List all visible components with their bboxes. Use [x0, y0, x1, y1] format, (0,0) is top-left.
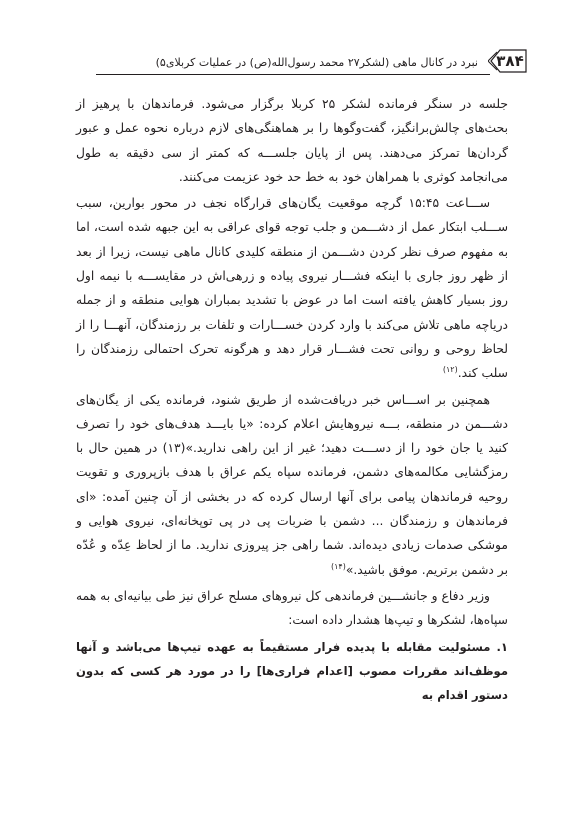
footnote-marker: (۱۲): [442, 365, 458, 375]
paragraph-text: ۱. مسئولیت مقابله با پدیده فرار مستقیماً به عهده تیپ‌ها می‌باشد و آنها موظف‌اند مقررات مصوب [اعدام فراری‌ها] را در مورد هر کسی که بدون دستور اقدام به: [76, 639, 508, 703]
body-text: [76, 92, 508, 709]
paragraph-text: جلسه در سنگر فرمانده لشکر ۲۵ کربلا برگزار می‌شود. فرماندهان با پرهیز از بحث‌های چالش‌برانگیز، گفت‌وگوها را بر هماهنگی‌های لازم درباره نحوه عمل و عبور گردان‌ها تمرکز می‌دهند. پس از پایان جلســـه که کمتر از سی دقیقه به طول می‌انجامد کوثری با همراهان خود به خط حد خود عزیمت می‌کنند.: [76, 97, 508, 184]
paragraph: [76, 92, 508, 189]
footnote-marker: (۱۴): [330, 561, 346, 571]
numbered-item: [76, 635, 508, 708]
paragraph: [76, 191, 508, 385]
running-header: [96, 44, 490, 74]
paragraph-text: وزیر دفاع و جانشـــین فرماندهی کل نیروهای مسلح عراق نیز طی بیانیه‌ای به همه سپاه‌ها، لشکرها و تیپ‌ها هشدار داده است:: [76, 588, 508, 628]
running-title: نبرد در کانال ماهی (لشکر۲۷ محمد رسول‌الله(ص) در عملیات کربلای۵): [155, 56, 478, 69]
page-number: ۳۸۴: [496, 52, 524, 70]
header-rule: [96, 74, 490, 75]
paragraph: [76, 584, 508, 633]
paragraph-text: ســـاعت ۱۵:۴۵ گرچه موقعیت یگان‌های قرارگاه نجف در محور بوارین، سبب ســـلب ابتکار عمل از دشـــمن و جلب توجه قوای عراقی به این جبهه شده است، اما به مفهوم صرف نظر کردن دشـــمن از منطقه کلیدی کانال ماهی نیست، زیرا از بعد از ظهر روز جاری با اینکه فشـــار نیروی پیاده و زرهی‌اش در مقایســـه با نیمه اول روز بسیار کاهش یافته است اما در عوض با تشدید بمباران هوایی منطقه و از جمله دریاچه ماهی تلاش می‌کند با وارد کردن خســـارات و تلفات بر رزمندگان، آنهـــا را از لحاظ روحی و روانی تحت فشـــار قرار دهد و هرگونه تحرک احتمالی رزمندگان را سلب کند.: [76, 196, 508, 381]
paragraph: [76, 388, 508, 582]
page-number-badge: [488, 48, 532, 74]
paragraph-text: همچنین بر اســـاس خبر دریافت‌شده از طریق شنود، فرمانده یکی از یگان‌های دشـــمن در منطقه، بـــه نیروهایش اعلام کرده: «یا بایـــد هدف‌های خود را تصرف کنید یا جان خود را از دســـت دهید؛ غیر از این راهی ندارید.»(۱۳) در همین حال با رمزگشایی مکالمه‌های دشمن، فرمانده سپاه یکم عراق با هدف بازپروری و تقویت روحیه فرماندهان پیامی برای آنها ارسال کرده که در بخشی از آن چنین آمده: «ای فرماندهان و رزمندگان ... دشمن با ضربات پی در پی توپخانه‌ای، نیروی هوایی و موشکی صدمات زیادی دیده‌اند. شما راهی جز پیروزی ندارید. ما از لحاظ عِدّه و عُدّه بر دشمن برتریم. موفق باشید.»: [76, 392, 508, 577]
